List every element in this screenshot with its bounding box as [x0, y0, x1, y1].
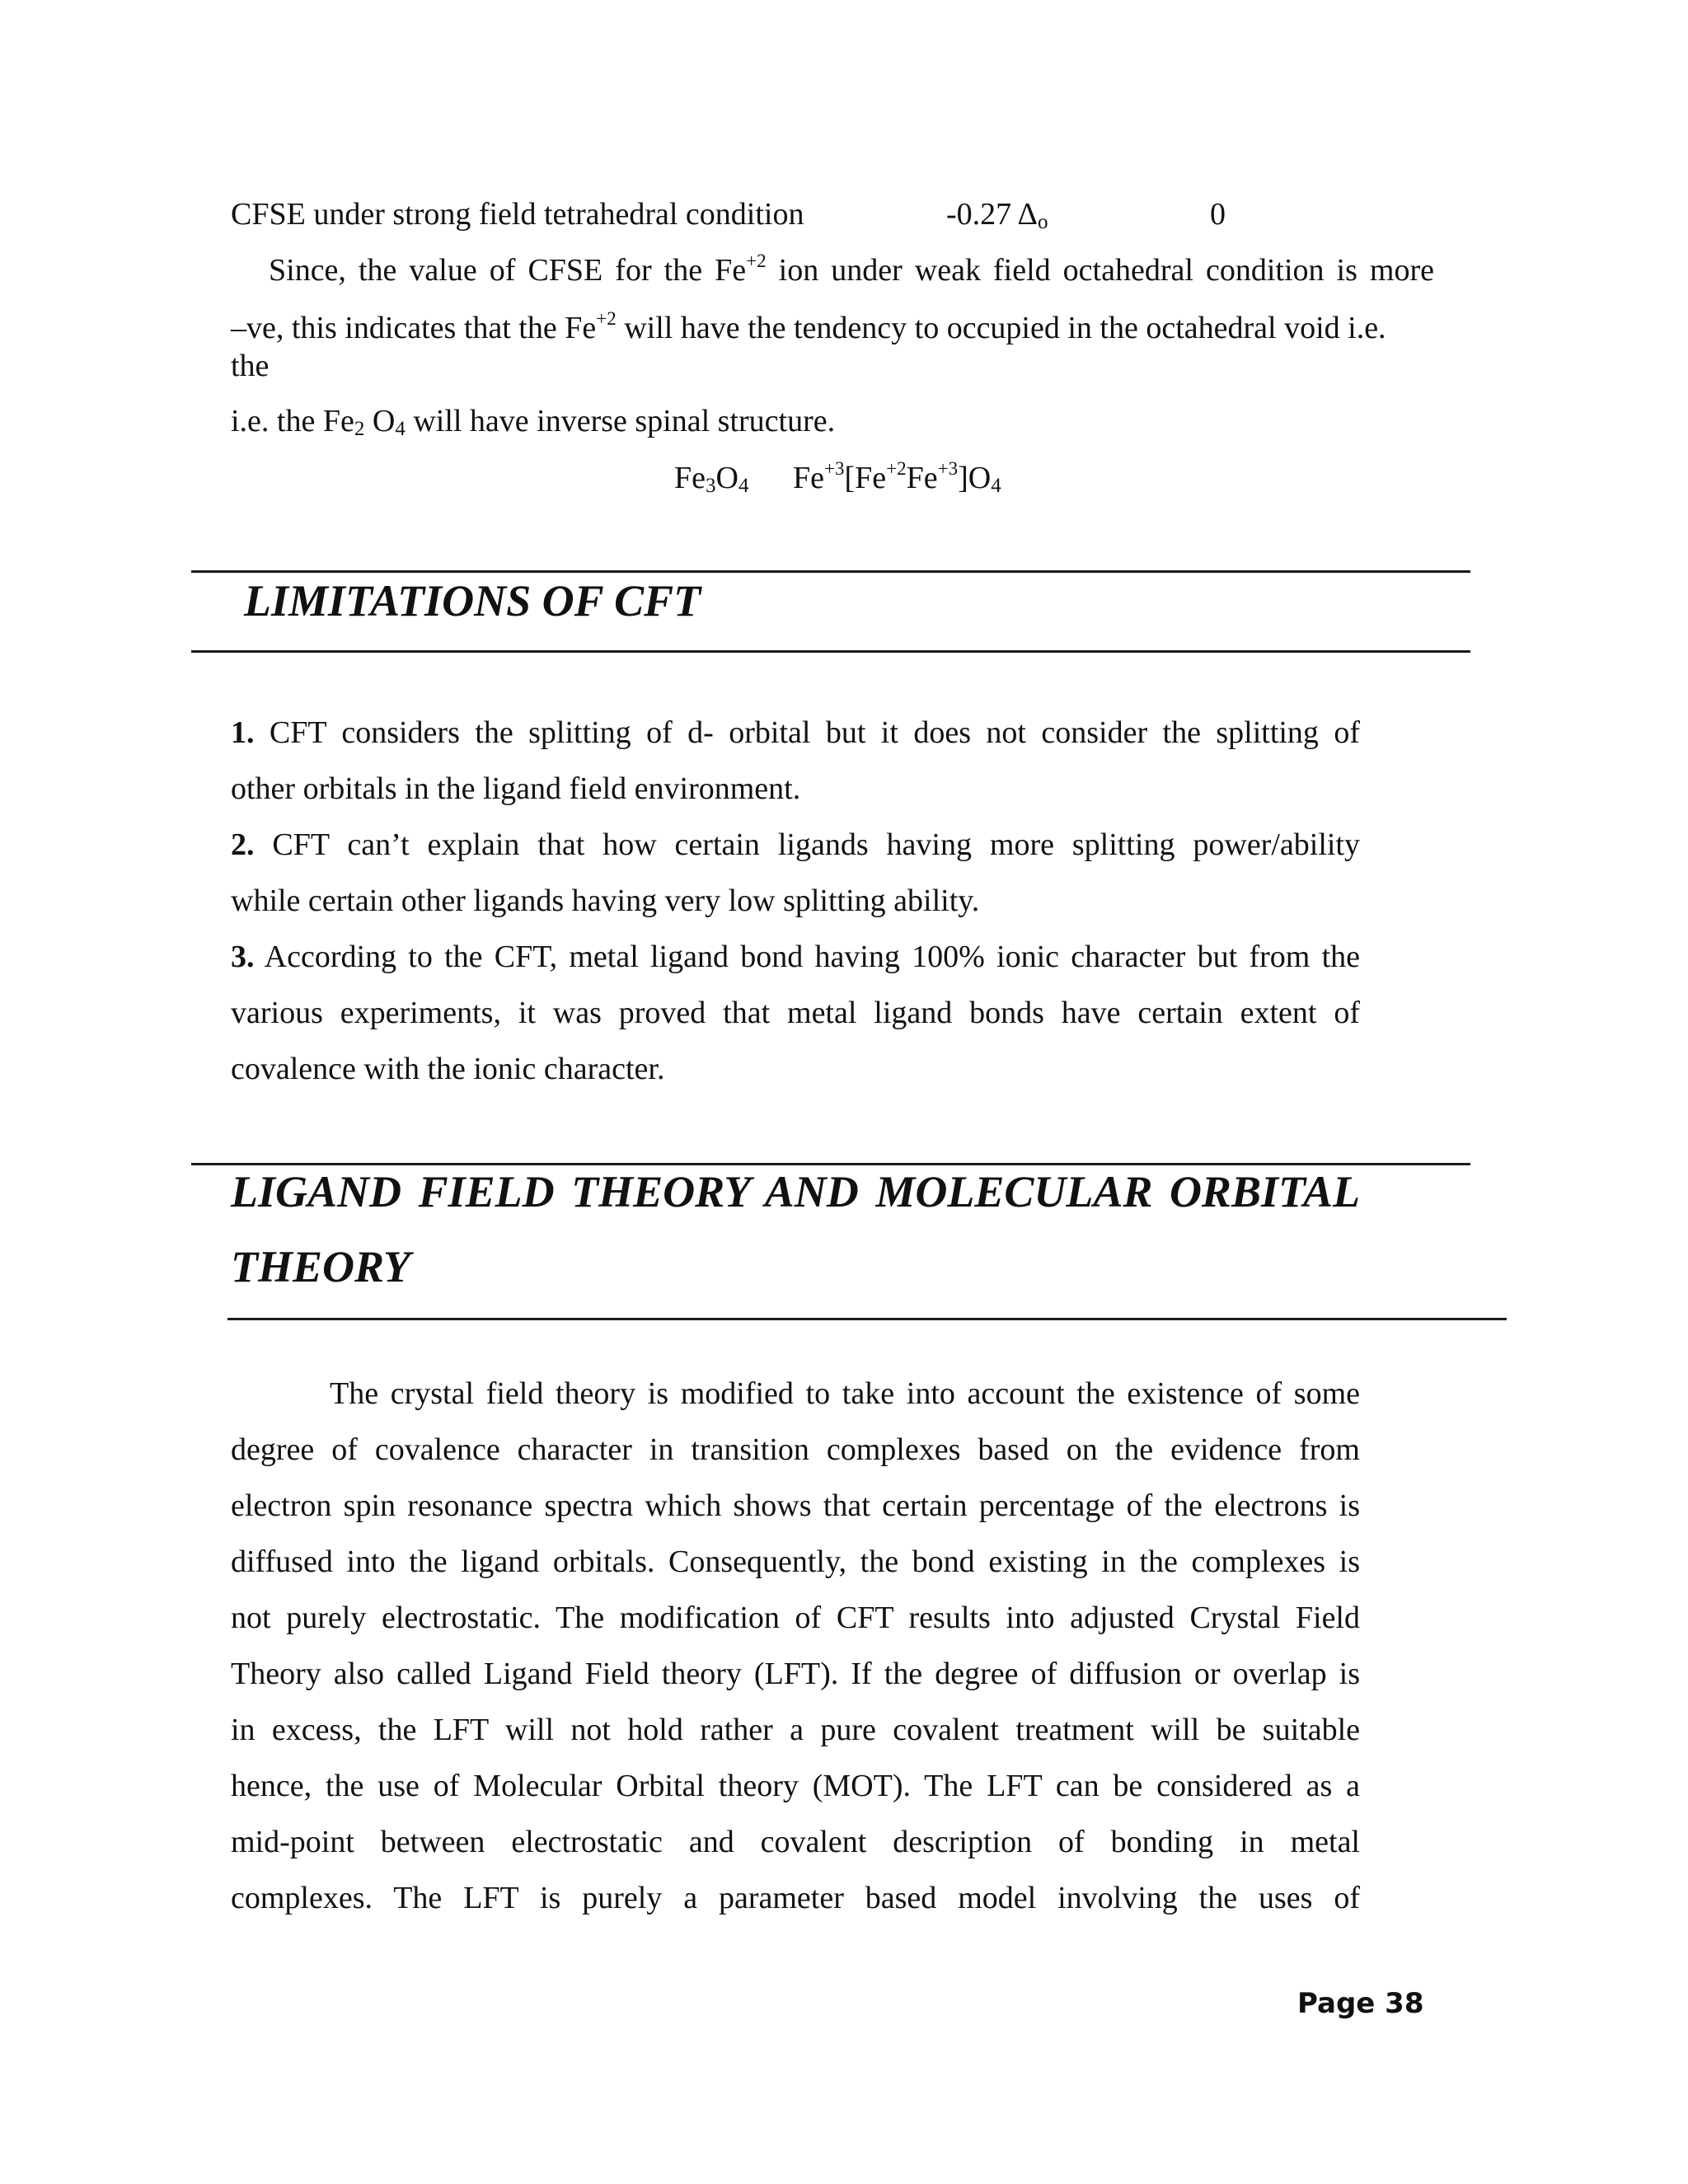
lft-para-line10: complexes. The LFT is purely a parameter based model involving the uses of [231, 1881, 1360, 1915]
lft-para-line2: degree of covalence character in transition complexes based on the evidence from [231, 1432, 1360, 1467]
lft-para-line4: diffused into the ligand orbitals. Consequently, the bond existing in the complexes is [231, 1544, 1360, 1579]
section2-title-line2: THEORY [231, 1242, 411, 1291]
section1-title: LIMITATIONS OF CFT [244, 576, 701, 626]
page-number: Page 38 [1297, 1987, 1424, 2020]
lft-para-line7: in excess, the LFT will not hold rather a pure covalent treatment will be suitable [231, 1713, 1360, 1747]
lft-para-line8: hence, the use of Molecular Orbital theory (MOT). The LFT can be considered as a [231, 1769, 1360, 1803]
formula-right: $Fe^{+3}[Fe^{+2}Fe^{+3}]O_4$ [793, 458, 1001, 497]
cfse-row-value-2: 0 [1210, 197, 1226, 232]
limitation-3-line2: various experiments, it was proved that metal ligand bonds have certain extent of [231, 996, 1360, 1030]
cfse-row-label: CFSE under strong field tetrahedral condition [231, 197, 804, 232]
limitation-3-line1: 3. According to the CFT, metal ligand bond having 100% ionic character but from the [231, 940, 1361, 974]
section2-title-line1: LIGAND FIELD THEORY AND MOLECULAR ORBITAL [231, 1167, 1360, 1216]
lft-para-line6: Theory also called Ligand Field theory (LFT). If the degree of diffusion or overlap is [231, 1657, 1360, 1691]
para1-line2: –ve, this indicates that the $Fe^{+2}$ will have the tendency to occupied in the octahedral void i.e. [231, 308, 1386, 345]
lft-para-line9: mid-point between electrostatic and covalent description of bonding in metal [231, 1825, 1360, 1859]
section2-bottom-rule [227, 1318, 1507, 1320]
limitation-2-line2: while certain other ligands having very low splitting ability. [231, 883, 980, 918]
formula-left: $Fe_3O_4$ [674, 461, 749, 497]
para1-line3: the [231, 349, 270, 383]
limitation-3-line3: covalence with the ionic character. [231, 1052, 665, 1086]
para1-line4: i.e. the $Fe_2$ $O_4$ will have inverse spinal structure. [231, 404, 836, 440]
limitation-1-line1: 1. CFT considers the splitting of d- orbital but it does not consider the splitting of [231, 715, 1360, 750]
limitation-2-line1: 2. CFT can’t explain that how certain ligands having more splitting power/ability [231, 827, 1360, 862]
lft-para-line3: electron spin resonance spectra which shows that certain percentage of the electrons is [231, 1488, 1360, 1523]
lft-para-line5: not purely electrostatic. The modification of CFT results into adjusted Crystal Field [231, 1601, 1360, 1635]
limitation-1-line2: other orbitals in the ligand field environment. [231, 771, 801, 806]
lft-para-line1: The crystal field theory is modified to take into account the existence of some [330, 1376, 1360, 1411]
cfse-row-value-1: -0.27 $\Delta_o$ [946, 197, 1048, 233]
para1-line1: Since, the value of CFSE for the $Fe^{+2}$ ion under weak field octahedral condition is more [269, 251, 1434, 288]
section1-bottom-rule [191, 650, 1470, 653]
